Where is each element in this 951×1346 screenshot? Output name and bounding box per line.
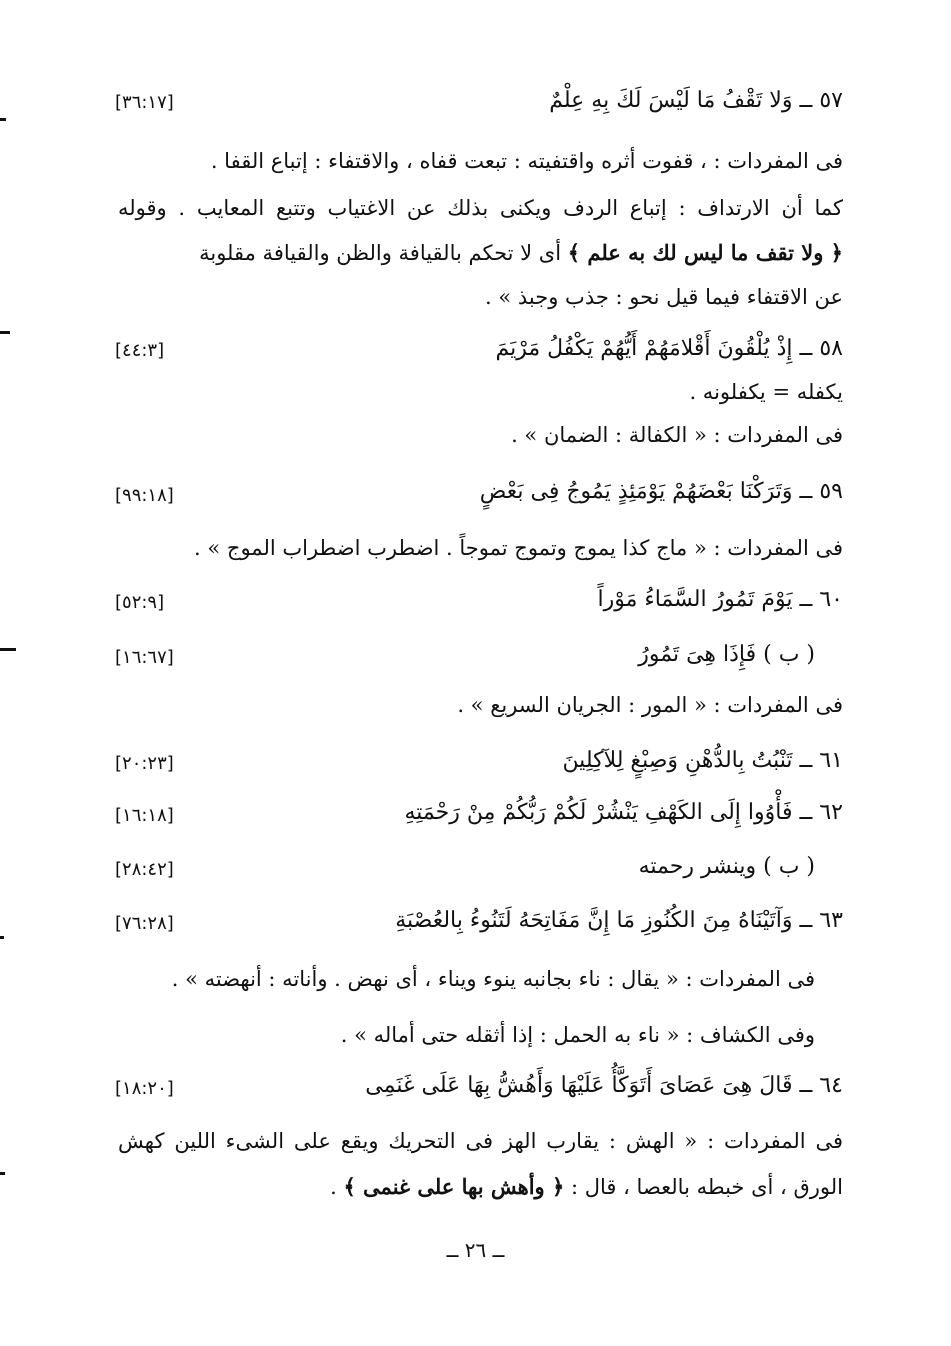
scan-mark xyxy=(0,1172,5,1175)
verse-ref-64: [١٨:٢٠] xyxy=(115,1078,174,1099)
verse-61: ٦١ ــ تَنْبُتُ بِالدُّهْنِ وَصِبْغٍ لِلآكِلِينَ xyxy=(562,748,843,773)
scan-mark xyxy=(0,118,6,121)
verse-ref-63: [٧٦:٢٨] xyxy=(115,913,174,934)
note-64-line-2-text: الورق ، أى خبطه بالعصا ، قال : xyxy=(564,1175,843,1199)
verse-ref-62: [١٦:١٨] xyxy=(115,805,174,826)
verse-ref-61: [٢٠:٢٣] xyxy=(115,753,174,774)
verse-ref-60: [٥٢:٩] xyxy=(115,592,165,613)
verse-63: ٦٣ ــ وَآتَيْنَاهُ مِنَ الكُنُوزِ مَا إِنَّ مَفَاتِحَهُ لَتَنُوءُ بِالعُصْبَةِ xyxy=(395,908,843,933)
scan-mark xyxy=(0,648,16,651)
note-57-line-3-text: أى لا تحكم بالقيافة والظن والقيافة مقلوبة xyxy=(199,241,568,265)
note-64-line-2 xyxy=(330,1172,843,1202)
note-63-line-2: وفى الكشاف : « ناء به الحمل : إذا أثقله حتى أماله » . xyxy=(340,1023,815,1047)
verse-ref-60-b: [١٦:٦٧] xyxy=(115,647,174,668)
note-60-line-1: فى المفردات : « المور : الجريان السريع » . xyxy=(457,693,843,717)
note-57-line-4: عن الاقتفاء فيما قيل نحو : جذب وجبذ » . xyxy=(485,285,843,309)
page-number: ــ ٢٦ ــ xyxy=(446,1238,505,1262)
note-64-line-1: فى المفردات : « الهش : يقارب الهز فى التحريك ويقع على الشىء اللين كهش xyxy=(118,1129,843,1153)
note-63-line-1: فى المفردات : « يقال : ناء بجانبه ينوء ويناء ، أى نهض . وأناته : أنهضته » . xyxy=(171,967,815,991)
note-59-line-1: فى المفردات : « ماج كذا يموج وتموج تموجاً . اضطرب اضطراب الموج » . xyxy=(194,536,843,560)
scan-mark xyxy=(0,331,10,334)
verse-ref-58: [٤٤:٣] xyxy=(115,340,165,361)
note-57-line-2: كما أن الارتداف : إتباع الردف ويكنى بذلك عن الاغتياب وتتبع المعايب . وقوله xyxy=(118,196,843,220)
note-64-line-2-end: . xyxy=(330,1175,344,1199)
verse-62-b: ( ب ) وينشر رحمته xyxy=(638,854,815,879)
note-58-line-2: فى المفردات : « الكفالة : الضمان » . xyxy=(511,423,843,447)
verse-ref-57: [٣٦:١٧] xyxy=(115,92,174,113)
verse-ref-62-b: [٢٨:٤٢] xyxy=(115,859,174,880)
note-57-line-3 xyxy=(199,238,843,268)
note-57-line-1: فى المفردات : ، قفوت أثره واقتفيته : تبعت قفاه ، والاقتفاء : إتباع القفا . xyxy=(210,149,843,173)
verse-60-b: ( ب ) فَإِذَا هِىَ تَمُورُ xyxy=(638,642,815,667)
verse-62: ٦٢ ــ فَأْوُوا إِلَى الكَهْفِ يَنْشُرْ لَكُمْ رَبُّكُمْ مِنْ رَحْمَتِهِ xyxy=(404,800,843,825)
verse-58: ٥٨ ــ إِذْ يُلْقُونَ أَقْلامَهُمْ أَيُّهُمْ يَكْفُلُ مَرْيَمَ xyxy=(495,336,843,361)
verse-59: ٥٩ ــ وَتَرَكْنَا بَعْضَهُمْ يَوْمَئِذٍ يَمُوجُ فِى بَعْضٍ xyxy=(479,479,843,504)
verse-57: ٥٧ ــ وَلا تَقْفُ مَا لَيْسَ لَكَ بِهِ عِلْمٌ xyxy=(549,88,843,113)
verse-ref-59: [٩٩:١٨] xyxy=(115,485,174,506)
verse-60: ٦٠ ــ يَوْمَ تَمُورُ السَّمَاءُ مَوْراً xyxy=(597,587,843,612)
quran-quote: ﴿ وأهش بها على غنمى ﴾ xyxy=(343,1174,565,1199)
quran-quote: ﴿ ولا تقف ما ليس لك به علم ﴾ xyxy=(567,240,843,265)
verse-64: ٦٤ ــ قَالَ هِىَ عَصَاىَ أَتَوَكَّأُ عَلَيْهَا وَأَهُشُّ بِهَا عَلَى غَنَمِى xyxy=(365,1073,843,1098)
note-58-line-1: يكفله = يكفلونه . xyxy=(689,380,843,404)
scan-mark xyxy=(0,936,4,939)
